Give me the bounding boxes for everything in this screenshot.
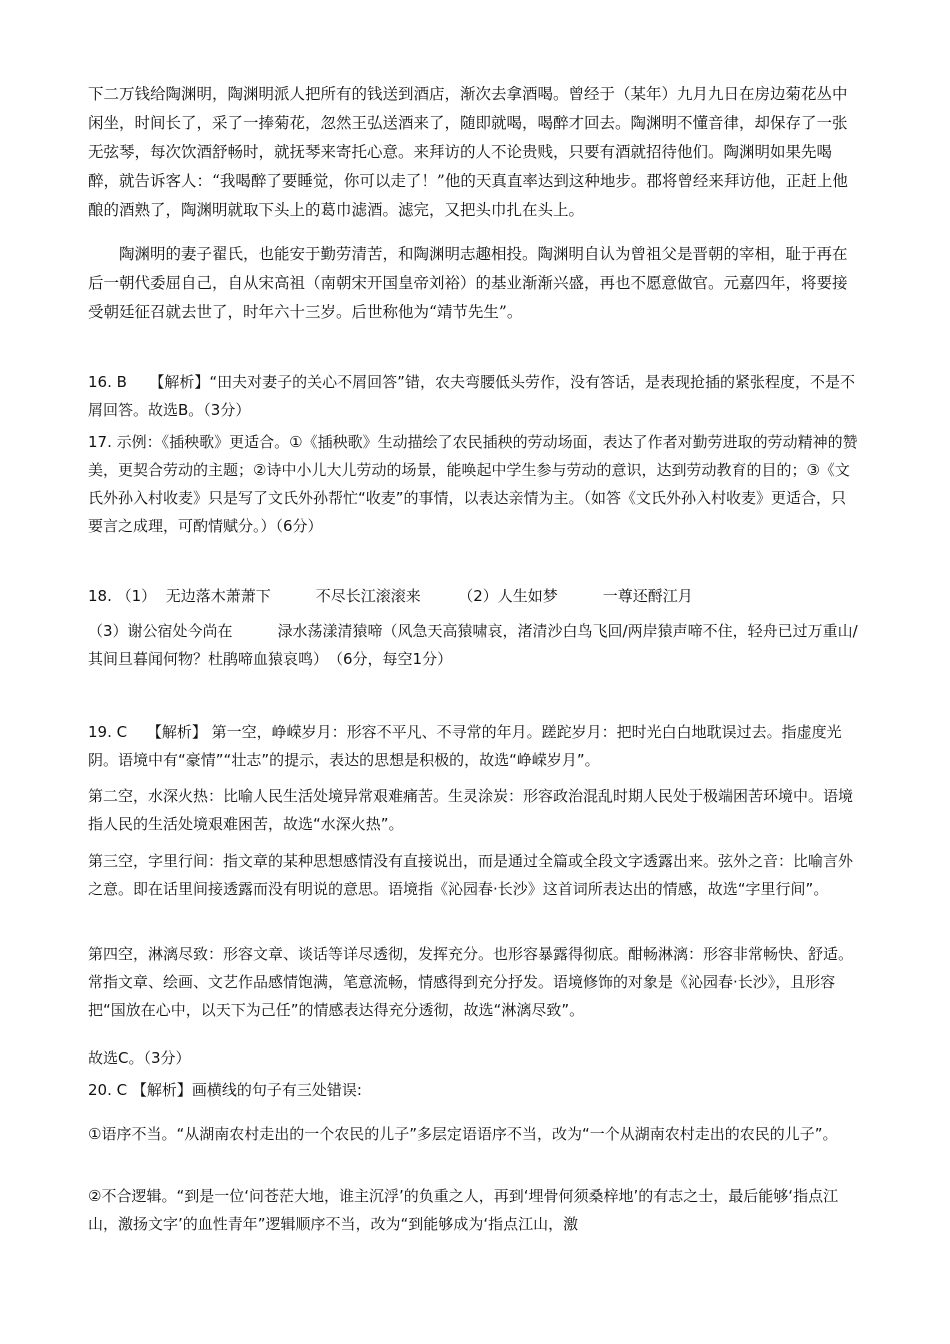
answer-19-blank-2: 第二空，水深火热：比喻人民生活处境异常艰难痛苦。生灵涂炭：形容政治混乱时期人民处于极端困苦环境中。语境指人民的生活处境艰难困苦，故选“水深火热”。 — [88, 787, 854, 833]
answer-17: 17. 示例：《插秧歌》更适合。①《插秧歌》生动描绘了农民插秧的劳动场面，表达了作者对勤劳进取的劳动精神的赞美，更契合劳动的主题；②诗中小儿大儿劳动的场景，能唤起中学生参与劳动的意识，达到劳动教育的目的；③《文氏外孙入村收麦》只是写了文氏外孙帮忙“收麦”的事情，以表达亲情为主。（如答《文氏外孙入村收麦》更适合，只要言之成理，可酌情赋分。）（6分） — [88, 433, 858, 535]
answer-20-heading: 20. C 【解析】画横线的句子有三处错误: — [88, 1081, 362, 1099]
answer-18-line-1: 18. （1） 无边落木萧萧下 不尽长江滚滚来 （2）人生如梦 一尊还酹江月 — [88, 587, 693, 605]
answer-20-error-2: ②不合逻辑。“到是一位‘问苍茫大地，谁主沉浮’的负重之人，再到‘埋骨何须桑梓地’的有志之士，最后能够‘指点江山，激扬文字’的血性青年”逻辑顺序不当，改为“到能够成为‘指点江山，激 — [88, 1187, 839, 1233]
answer-19-blank-1: 19. C 【解析】 第一空，峥嵘岁月：形容不平凡、不寻常的年月。蹉跎岁月：把时光白白地耽误过去。指虚度光阴。语境中有“豪情”“壮志”的提示，表达的思想是积极的，故选“峥嵘岁月”。 — [88, 723, 842, 769]
answer-19-conclusion: 故选C。（3分） — [88, 1049, 191, 1067]
answer-18-line-2: （3）谢公宿处今尚在 渌水荡漾清猿啼（风急天高猿啸哀，渚清沙白鸟飞回/两岸猿声啼不住，轻舟已过万重山/其间旦暮闻何物？杜鹃啼血猿哀鸣） （6分，每空1分） — [88, 622, 858, 668]
answer-19-blank-3: 第三空，字里行间：指文章的某种思想感情没有直接说出，而是通过全篇或全段文字透露出来。弦外之音：比喻言外之意。即在话里间接透露而没有明说的意思。语境指《沁园春·长沙》这首词所表达出的情感，故选“字里行间”。 — [88, 852, 854, 898]
answer-19-blank-4: 第四空，淋漓尽致：形容文章、谈话等详尽透彻，发挥充分。也形容暴露得彻底。酣畅淋漓：形容非常畅快、舒适。常指文章、绘画、文艺作品感情饱满，笔意流畅，情感得到充分抒发。语境修饰的对象是《沁园春·长沙》，且形容把“国放在心中，以天下为己任”的情感表达得充分透彻，故选“淋漓尽致”。 — [88, 945, 854, 1019]
answer-20-error-1: ①语序不当。“从湖南农村走出的一个农民的儿子”多层定语语序不当，改为“一个从湖南农村走出的农民的儿子”。 — [88, 1125, 838, 1143]
passage-paragraph-1: 下二万钱给陶渊明，陶渊明派人把所有的钱送到酒店，渐次去拿酒喝。曾经于（某年）九月九日在房边菊花丛中闲坐，时间长了，采了一捧菊花，忽然王弘送酒来了，随即就喝，喝醉才回去。陶渊明不懂音律，却保存了一张无弦琴，每次饮酒舒畅时，就抚琴来寄托心意。来拜访的人不论贵贱，只要有酒就招待他们。陶渊明如果先喝醉，就告诉客人：“我喝醉了要睡觉，你可以走了！”他的天真直率达到这种地步。郡将曾经来拜访他，正赶上他酿的酒熟了，陶渊明就取下头上的葛巾滤酒。滤完，又把头巾扎在头上。 — [88, 85, 848, 219]
passage-paragraph-2: 陶渊明的妻子翟氏，也能安于勤劳清苦，和陶渊明志趣相投。陶渊明自认为曾祖父是晋朝的宰相，耻于再在后一朝代委屈自己，自从宋高祖（南朝宋开国皇帝刘裕）的基业渐渐兴盛，再也不愿意做官。元嘉四年，将要接受朝廷征召就去世了，时年六十三岁。后世称他为“靖节先生”。 — [88, 245, 848, 321]
answer-16: 16. B 【解析】“田夫对妻子的关心不屑回答”错，农夫弯腰低头劳作，没有答话，是表现抢插的紧张程度，不是不屑回答。故选B。（3分） — [88, 373, 855, 419]
